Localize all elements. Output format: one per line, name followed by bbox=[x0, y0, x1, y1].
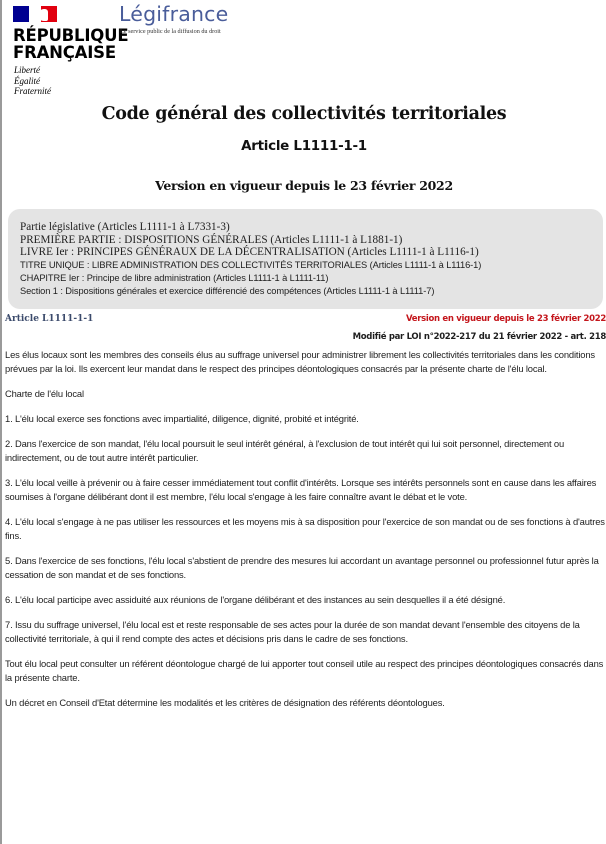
motto-fraternite: Fraternité bbox=[14, 86, 51, 96]
article-paragraph: Charte de l'élu local bbox=[5, 388, 84, 399]
breadcrumb-section[interactable]: Section 1 : Dispositions générales et exercice différencié des compétences (Articles L1111-1 à L1111-7) bbox=[20, 285, 435, 296]
breadcrumb-partie[interactable]: Partie législative (Articles L1111-1 à L7331-3) bbox=[20, 221, 230, 233]
article-body bbox=[5, 348, 606, 721]
motto-liberte: Liberté bbox=[14, 65, 40, 75]
article-paragraph: Les élus locaux sont les membres des conseils élus au suffrage universel pour administrer librement les collectivités territoriales dans les conditions prévues par la loi. Ils exercent leur mandat dans le respect des principes déontologiques consacrés par la présente charte de l'élu local. bbox=[5, 349, 595, 374]
legifrance-logo[interactable]: Légifrance bbox=[119, 2, 229, 26]
article-paragraph: 7. Issu du suffrage universel, l'élu local est et reste responsable de ses actes pour la durée de son mandat devant l'ensemble des citoyens de la collectivité territoriale, à qui il rend compte des actes et décisions pris dans le cadre de ses fonctions. bbox=[5, 619, 580, 644]
article-label: Article L1111-1-1 bbox=[5, 314, 94, 324]
breadcrumb bbox=[8, 209, 603, 309]
article-paragraph: 1. L'élu local exerce ses fonctions avec impartialité, diligence, dignité, probité et intégrité. bbox=[5, 413, 359, 424]
article-paragraph: Un décret en Conseil d'Etat détermine les modalités et les critères de désignation des référents déontologues. bbox=[5, 697, 445, 708]
breadcrumb-chapitre[interactable]: CHAPITRE Ier : Principe de libre administration (Articles L1111-1 à L1111-11) bbox=[20, 272, 329, 283]
republique-francaise-logo[interactable] bbox=[13, 27, 128, 61]
republique-francaise-flag-icon bbox=[13, 6, 57, 22]
breadcrumb-titre[interactable]: TITRE UNIQUE : LIBRE ADMINISTRATION DES COLLECTIVITÉS TERRITORIALES (Articles L1111-1 à L1116-1) bbox=[20, 260, 482, 271]
article-paragraph: 4. L'élu local s'engage à ne pas utiliser les ressources et les moyens mis à sa disposition pour l'exercice de son mandat ou de ses fonctions à d'autres fins. bbox=[5, 516, 605, 541]
article-paragraph: Tout élu local peut consulter un référent déontologue chargé de lui apporter tout conseil utile au respect des principes déontologiques consacrés dans la présente charte. bbox=[5, 658, 604, 683]
republique-line: RÉPUBLIQUE bbox=[13, 26, 129, 45]
breadcrumb-livre[interactable]: LIVRE Ier : PRINCIPES GÉNÉRAUX DE LA DÉCENTRALISATION (Articles L1111-1 à L1116-1) bbox=[20, 246, 479, 259]
legifrance-tagline: Le service public de la diffusion du droit bbox=[120, 28, 221, 35]
page-title: Code général des collectivités territoriales bbox=[101, 104, 507, 124]
marianne-icon bbox=[38, 9, 48, 21]
article-paragraph: 2. Dans l'exercice de son mandat, l'élu local poursuit le seul intérêt général, à l'exclusion de tout intérêt qui lui soit personnel, directement ou indirectement, ou de tout autre intérêt particulier. bbox=[5, 438, 565, 463]
article-paragraph: 3. L'élu local veille à prévenir ou à faire cesser immédiatement tout conflit d'intérêts. Lorsque ses intérêts personnels sont en cause dans les affaires soumises à l'organe délibérant dont il est membre, l'élu local s'engage à les faire connaître avant le débat et le vote. bbox=[5, 477, 597, 502]
version-title: Version en vigueur depuis le 23 février 2022 bbox=[155, 178, 453, 193]
article-paragraph: 5. Dans l'exercice de ses fonctions, l'élu local s'abstient de prendre des mesures lui accordant un avantage personnel ou professionnel futur après la cessation de son mandat et de ses fonctions. bbox=[5, 555, 599, 580]
breadcrumb-premiere-partie[interactable]: PREMIÈRE PARTIE : DISPOSITIONS GÉNÉRALES (Articles L1111-1 à L1881-1) bbox=[20, 233, 403, 246]
article-title: Article L1111-1-1 bbox=[241, 138, 367, 154]
article-paragraph: 6. L'élu local participe avec assiduité aux réunions de l'organe délibérant et des instances au sein desquelles il a été désigné. bbox=[5, 594, 506, 605]
motto bbox=[14, 65, 51, 97]
article-version-status: Version en vigueur depuis le 23 février 2022 bbox=[405, 314, 606, 324]
motto-egalite: Égalité bbox=[14, 75, 40, 86]
article-modified-by-link[interactable]: Modifié par LOI n°2022-217 du 21 février 2022 - art. 218 bbox=[352, 332, 606, 342]
francaise-line: FRANÇAISE bbox=[13, 43, 116, 62]
site-header bbox=[11, 4, 251, 96]
